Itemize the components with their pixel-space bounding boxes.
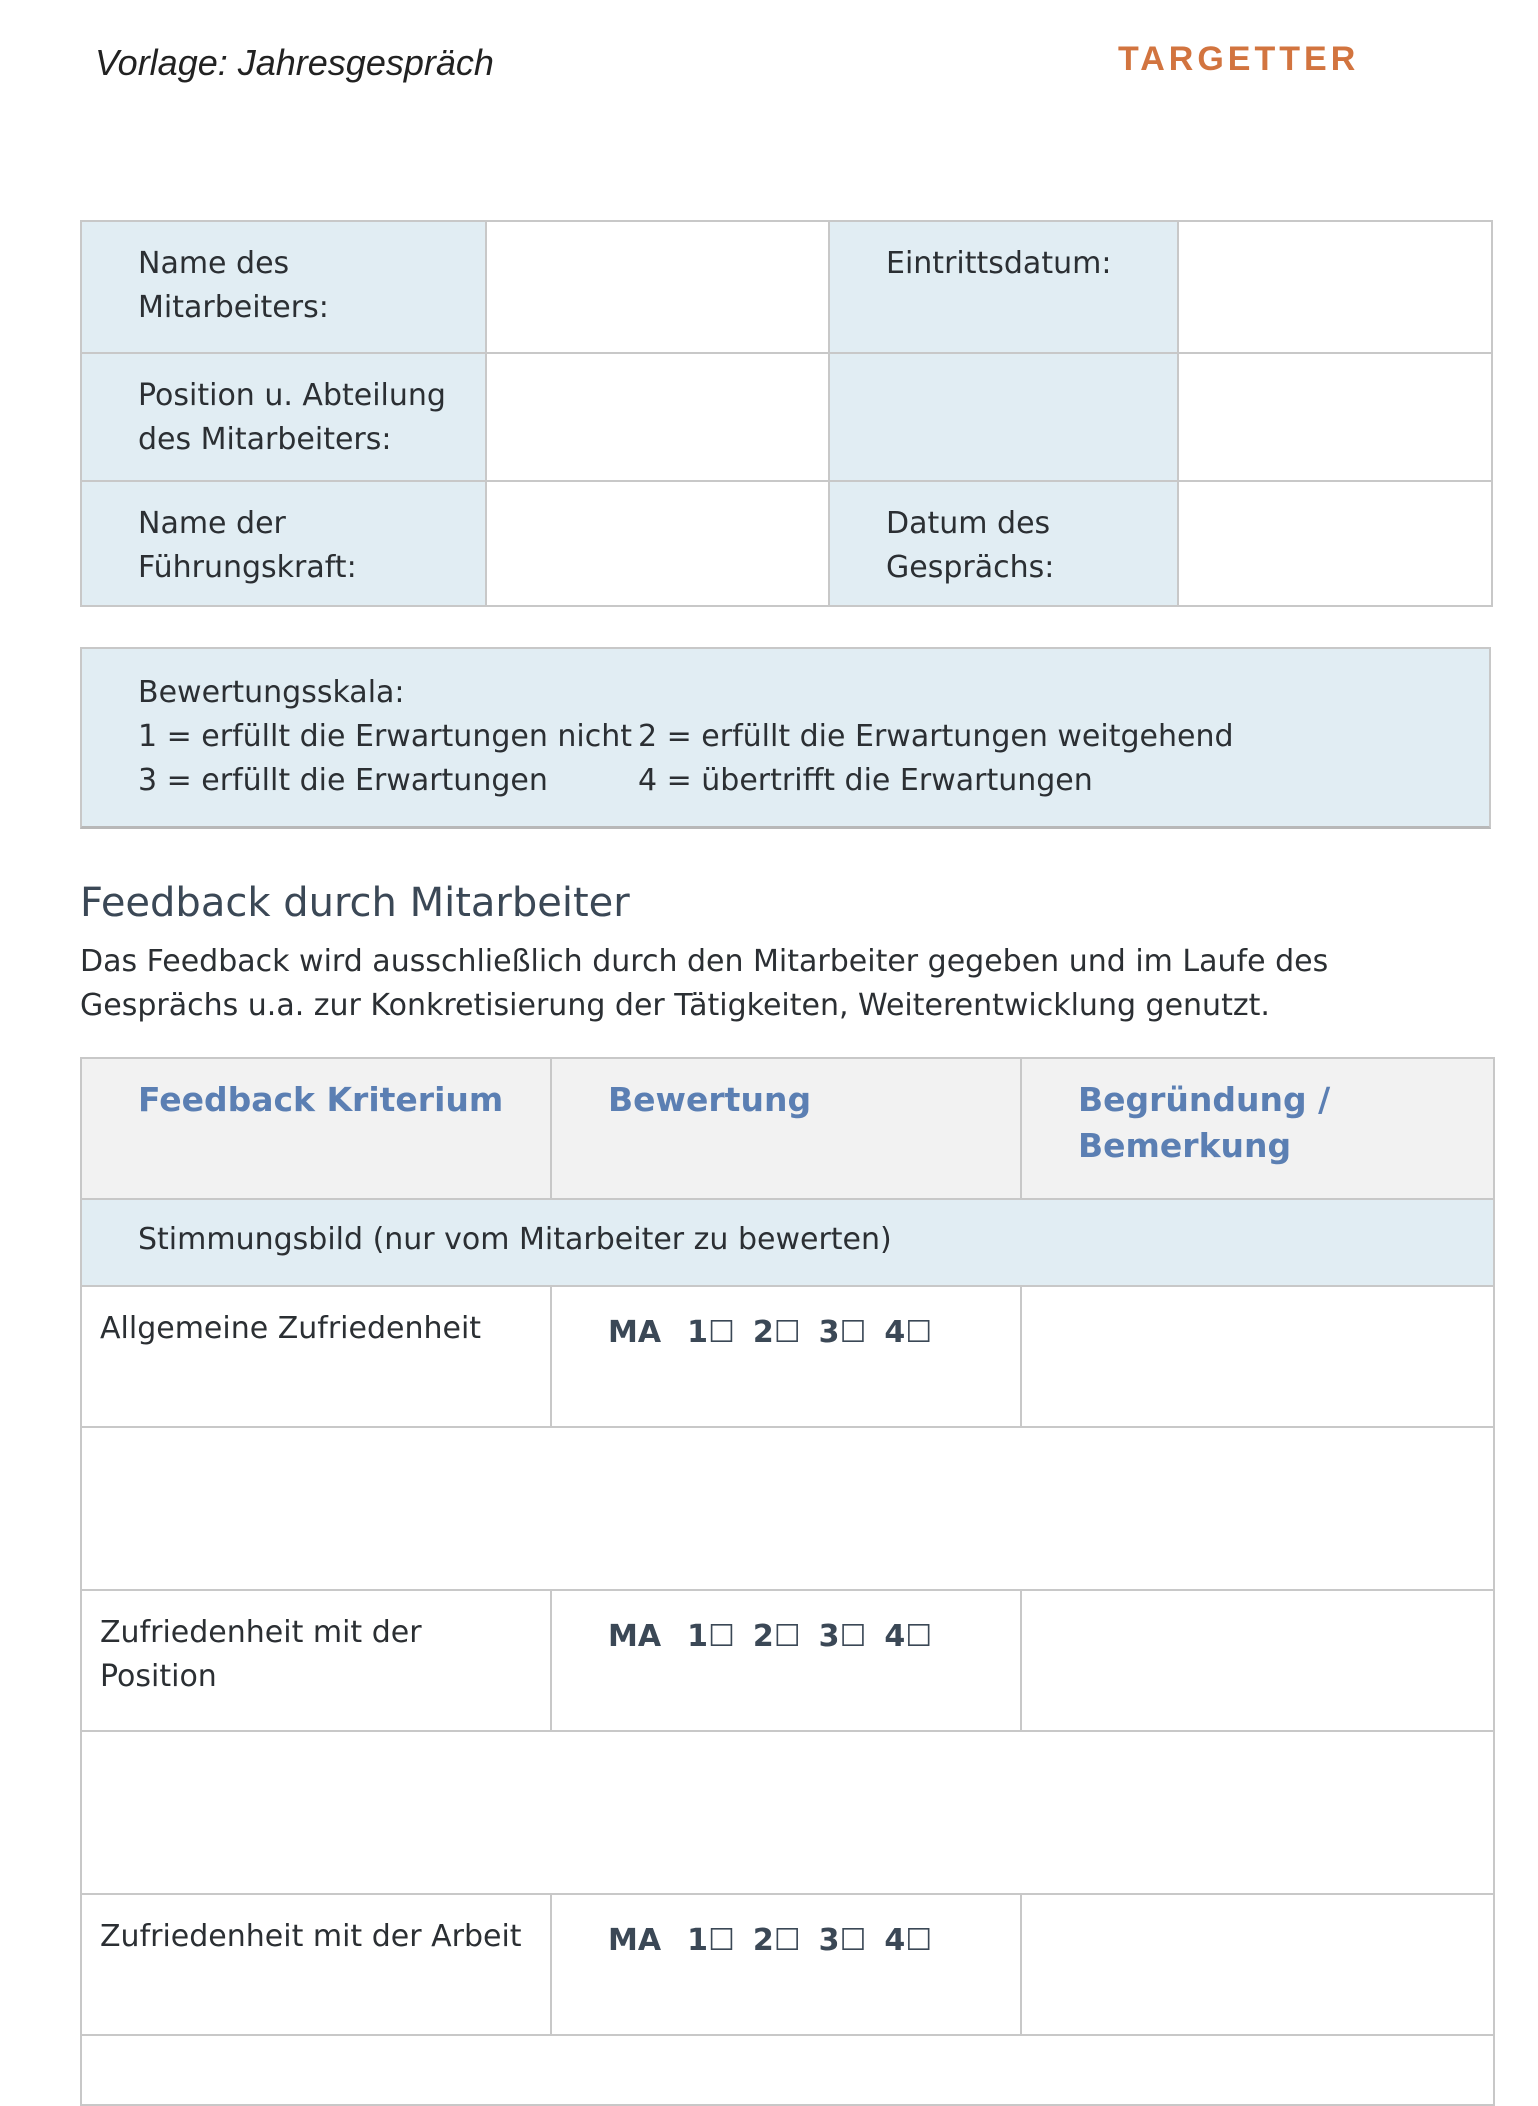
rating-cell (551, 1590, 1021, 1731)
empty-label-cell (829, 353, 1178, 481)
table-row (81, 1894, 1494, 2035)
employee-info-table (80, 220, 1493, 607)
remark-field[interactable] (1021, 1894, 1494, 2035)
rating-scale-box (80, 647, 1491, 829)
rating-prefix: MA (608, 1619, 662, 1654)
rating-prefix: MA (608, 1923, 662, 1958)
brand-logo: TARGETTER (1118, 40, 1360, 78)
rating-checkbox-4[interactable]: 4☐ (884, 1923, 933, 1958)
empty-value-cell[interactable] (1178, 353, 1492, 481)
category-row: Stimmungsbild (nur vom Mitarbeiter zu bewerten) (81, 1199, 1494, 1286)
employee-name-label: Name des Mitarbeiters: (81, 221, 486, 353)
header-justification: Begründung / Bemerkung (1021, 1058, 1494, 1199)
manager-name-label: Name der Führungskraft: (81, 481, 486, 606)
header-rating: Bewertung (551, 1058, 1021, 1199)
header-feedback-criterion: Feedback Kriterium (81, 1058, 551, 1199)
document-title: Vorlage: Jahresgespräch (95, 42, 494, 83)
table-row (81, 1286, 1494, 1427)
section-title: Feedback durch Mitarbeiter (80, 880, 630, 926)
meeting-date-field[interactable] (1178, 481, 1492, 606)
rating-checkbox-4[interactable]: 4☐ (884, 1315, 933, 1350)
rating-checkbox-2[interactable]: 2☐ (752, 1923, 801, 1958)
rating-checkbox-1[interactable]: 1☐ (687, 1315, 735, 1350)
rating-checkbox-3[interactable]: 3☐ (818, 1315, 867, 1350)
criterion-cell: Allgemeine Zufriedenheit (81, 1286, 551, 1427)
table-row (81, 1590, 1494, 1731)
rating-checkbox-4[interactable]: 4☐ (884, 1619, 933, 1654)
comment-row[interactable] (81, 1731, 1494, 1894)
scale-item-3: 3 = erfüllt die Erwartungen (138, 763, 548, 798)
scale-item-4: 4 = übertrifft die Erwartungen (638, 763, 1093, 798)
scale-item-2: 2 = erfüllt die Erwartungen weitgehend (638, 719, 1234, 754)
position-field[interactable] (486, 353, 829, 481)
rating-checkbox-3[interactable]: 3☐ (818, 1923, 867, 1958)
comment-row[interactable] (81, 1427, 1494, 1590)
criterion-cell: Zufriedenheit mit der Arbeit (81, 1894, 551, 2035)
scale-item-1: 1 = erfüllt die Erwartungen nicht (138, 719, 633, 754)
section-description: Das Feedback wird ausschließlich durch den Mitarbeiter gegeben und im Laufe des Gesprächs u.a. zur Konkretisierung der Tätigkeiten, Weiterentwicklung genutzt. (80, 944, 1329, 1023)
remark-field[interactable] (1021, 1590, 1494, 1731)
feedback-table (80, 1057, 1495, 2106)
entry-date-field[interactable] (1178, 221, 1492, 353)
entry-date-label: Eintrittsdatum: (829, 221, 1178, 353)
rating-checkbox-2[interactable]: 2☐ (752, 1619, 801, 1654)
manager-name-field[interactable] (486, 481, 829, 606)
rating-checkbox-1[interactable]: 1☐ (687, 1619, 735, 1654)
rating-cell (551, 1894, 1021, 2035)
rating-cell (551, 1286, 1021, 1427)
meeting-date-label: Datum des Gesprächs: (829, 481, 1178, 606)
comment-row[interactable] (81, 2035, 1494, 2105)
rating-checkbox-2[interactable]: 2☐ (752, 1315, 801, 1350)
rating-checkbox-3[interactable]: 3☐ (818, 1619, 867, 1654)
criterion-cell: Zufriedenheit mit der Position (81, 1590, 551, 1731)
position-label: Position u. Abteilung des Mitarbeiters: (81, 353, 486, 481)
rating-prefix: MA (608, 1315, 662, 1350)
rating-checkbox-1[interactable]: 1☐ (687, 1923, 735, 1958)
remark-field[interactable] (1021, 1286, 1494, 1427)
rating-scale-title: Bewertungsskala: (138, 675, 405, 710)
employee-name-field[interactable] (486, 221, 829, 353)
